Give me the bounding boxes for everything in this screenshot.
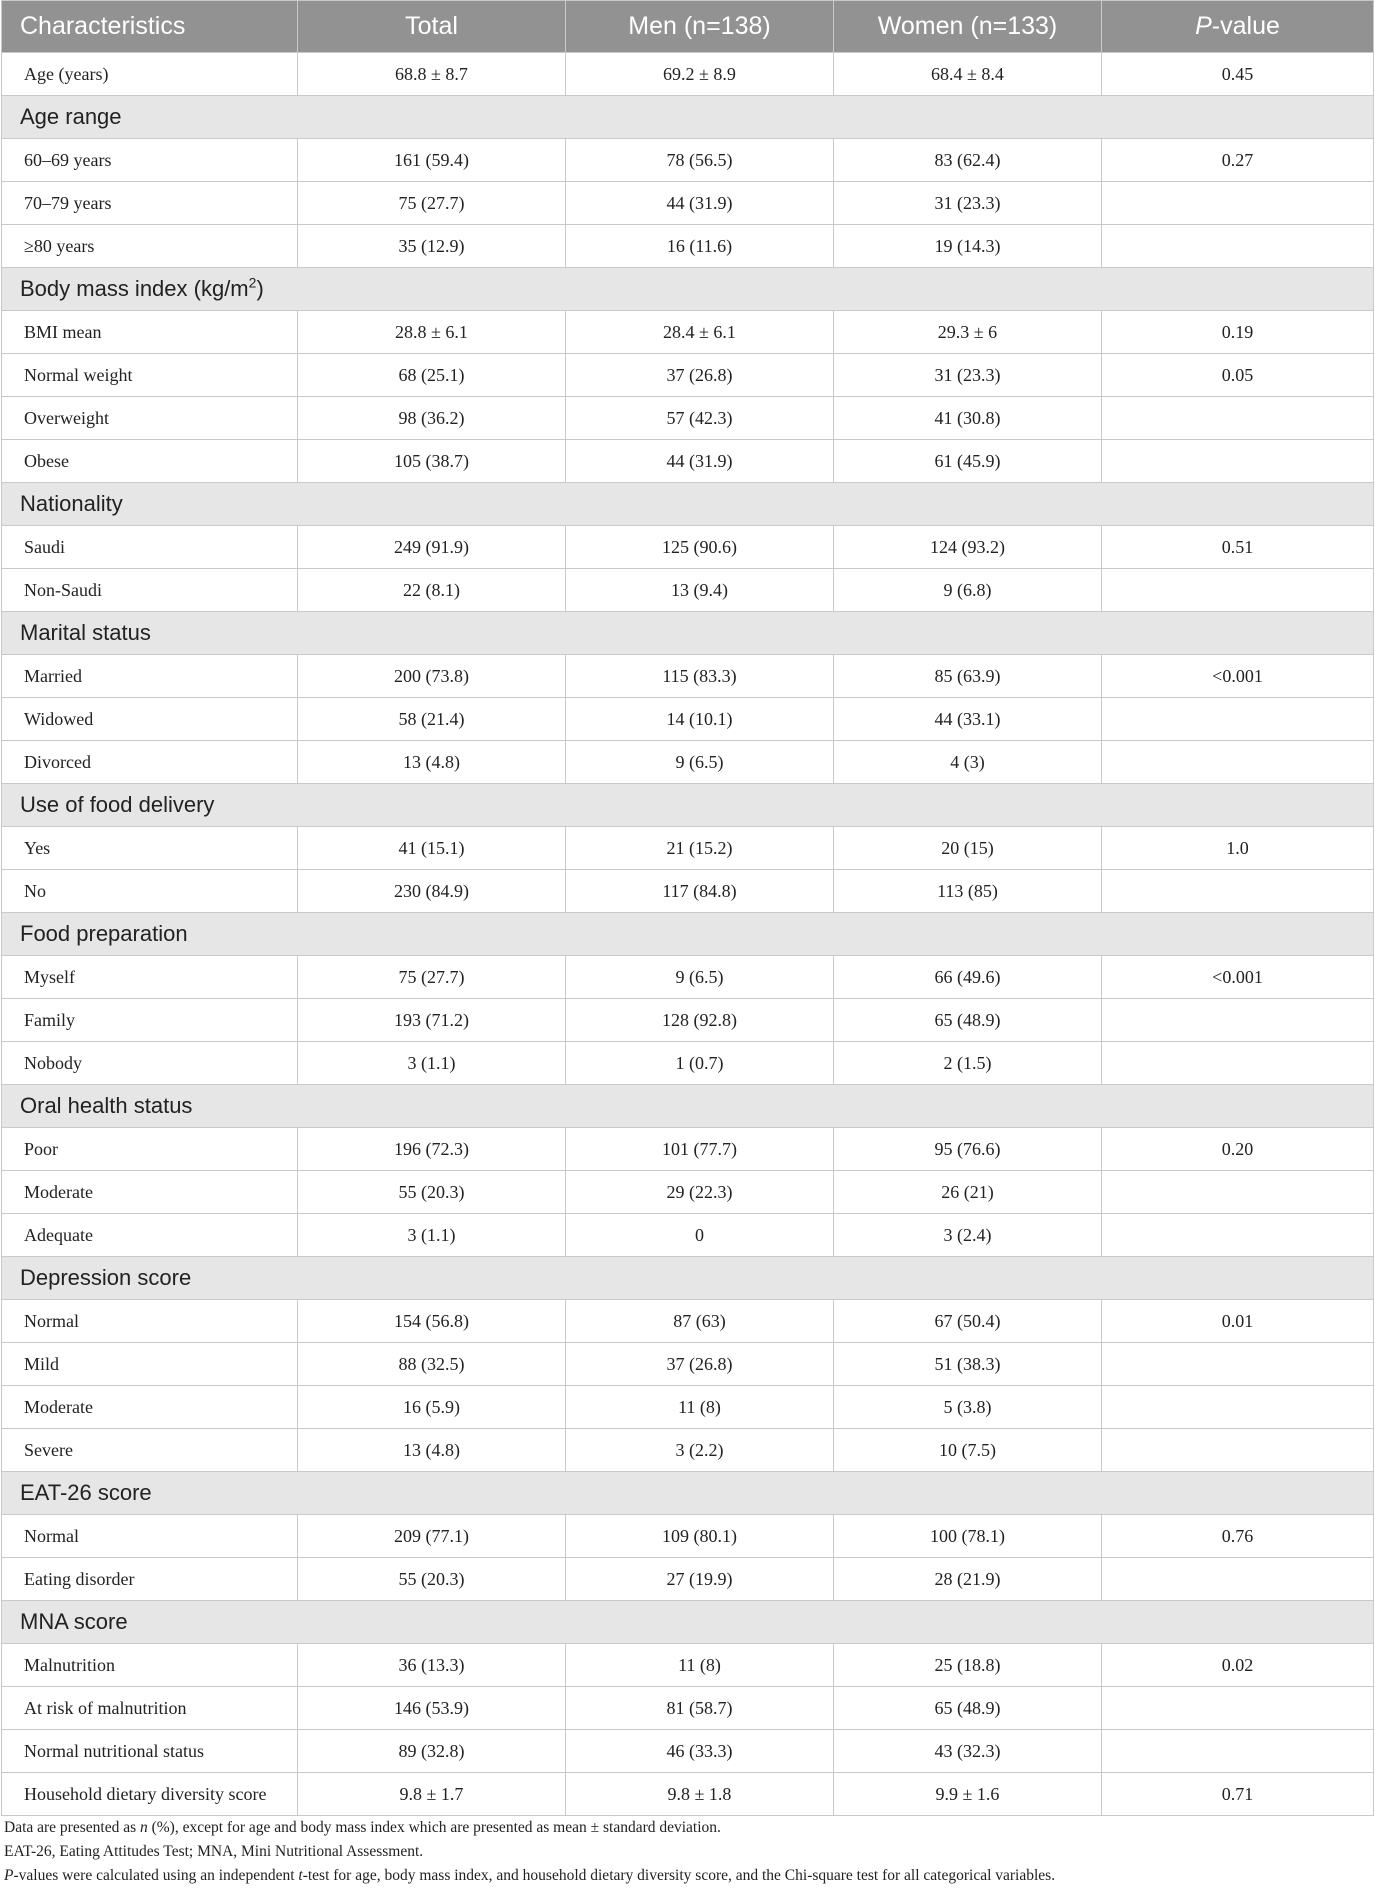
cell-men: 3 (2.2): [566, 1429, 834, 1472]
cell-women: 29.3 ± 6: [834, 311, 1102, 354]
table-row: [2, 1386, 1374, 1429]
cell-men: 37 (26.8): [566, 1343, 834, 1386]
cell-women: 43 (32.3): [834, 1730, 1102, 1773]
cell-women: 65 (48.9): [834, 1687, 1102, 1730]
row-label: Poor: [2, 1128, 298, 1171]
footnote-3-p: P: [4, 1867, 14, 1884]
table-row: [2, 182, 1374, 225]
cell-total: 75 (27.7): [298, 956, 566, 999]
row-label: Divorced: [2, 741, 298, 784]
row-label: Widowed: [2, 698, 298, 741]
cell-men: 9 (6.5): [566, 956, 834, 999]
table-row: [2, 1429, 1374, 1472]
section-header-row: [2, 483, 1374, 526]
table-row: [2, 1644, 1374, 1687]
footnote-2: EAT-26, Eating Attitudes Test; MNA, Mini Nutritional Assessment.: [4, 1843, 424, 1860]
table-row: [2, 440, 1374, 483]
section-title: Oral health status: [2, 1085, 1374, 1128]
row-label: Yes: [2, 827, 298, 870]
section-title: MNA score: [2, 1601, 1374, 1644]
cell-men: 81 (58.7): [566, 1687, 834, 1730]
cell-men: 0: [566, 1214, 834, 1257]
cell-total: 16 (5.9): [298, 1386, 566, 1429]
table-row: [2, 1515, 1374, 1558]
row-label: Eating disorder: [2, 1558, 298, 1601]
section-title: Nationality: [2, 483, 1374, 526]
cell-men: 13 (9.4): [566, 569, 834, 612]
cell-women: 19 (14.3): [834, 225, 1102, 268]
cell-total: 196 (72.3): [298, 1128, 566, 1171]
cell-women: 67 (50.4): [834, 1300, 1102, 1343]
cell-total: 154 (56.8): [298, 1300, 566, 1343]
cell-total: 41 (15.1): [298, 827, 566, 870]
cell-men: 69.2 ± 8.9: [566, 53, 834, 96]
row-label: Overweight: [2, 397, 298, 440]
footnote-1-b: (%), except for age and body mass index which are presented as mean ± standard deviation.: [147, 1819, 721, 1836]
cell-total: 98 (36.2): [298, 397, 566, 440]
section-header-row: [2, 268, 1374, 311]
cell-men: 44 (31.9): [566, 182, 834, 225]
cell-total: 146 (53.9): [298, 1687, 566, 1730]
table-row: [2, 1687, 1374, 1730]
header-women: Women (n=133): [834, 1, 1102, 53]
footnote-3-b: -test for age, body mass index, and household dietary diversity score, and the Chi-square test for all categorical variables.: [302, 1867, 1056, 1884]
cell-men: 78 (56.5): [566, 139, 834, 182]
cell-women: 95 (76.6): [834, 1128, 1102, 1171]
cell-p-value: [1102, 999, 1374, 1042]
row-label: Normal: [2, 1300, 298, 1343]
table-row: [2, 569, 1374, 612]
cell-total: 193 (71.2): [298, 999, 566, 1042]
cell-p-value: 0.19: [1102, 311, 1374, 354]
cell-women: 100 (78.1): [834, 1515, 1102, 1558]
cell-p-value: [1102, 397, 1374, 440]
row-label: Myself: [2, 956, 298, 999]
cell-total: 3 (1.1): [298, 1214, 566, 1257]
table-row: [2, 1214, 1374, 1257]
header-characteristics: Characteristics: [2, 1, 298, 53]
row-label: Family: [2, 999, 298, 1042]
header-total: Total: [298, 1, 566, 53]
cell-women: 31 (23.3): [834, 354, 1102, 397]
cell-total: 55 (20.3): [298, 1171, 566, 1214]
table-row: [2, 1128, 1374, 1171]
cell-total: 36 (13.3): [298, 1644, 566, 1687]
cell-men: 44 (31.9): [566, 440, 834, 483]
cell-total: 22 (8.1): [298, 569, 566, 612]
table-row: [2, 1730, 1374, 1773]
cell-women: 28 (21.9): [834, 1558, 1102, 1601]
cell-total: 68 (25.1): [298, 354, 566, 397]
section-title: Age range: [2, 96, 1374, 139]
cell-men: 87 (63): [566, 1300, 834, 1343]
cell-p-value: [1102, 1042, 1374, 1085]
row-label: Moderate: [2, 1386, 298, 1429]
table-row: [2, 139, 1374, 182]
cell-total: 28.8 ± 6.1: [298, 311, 566, 354]
section-title: Use of food delivery: [2, 784, 1374, 827]
table-row: [2, 1558, 1374, 1601]
cell-total: 89 (32.8): [298, 1730, 566, 1773]
cell-total: 35 (12.9): [298, 225, 566, 268]
cell-total: 58 (21.4): [298, 698, 566, 741]
cell-men: 27 (19.9): [566, 1558, 834, 1601]
cell-p-value: 0.01: [1102, 1300, 1374, 1343]
row-label: 60–69 years: [2, 139, 298, 182]
header-p-value: [1102, 1, 1374, 53]
characteristics-table: [1, 0, 1374, 1816]
bmi-title-sup: 2: [248, 274, 257, 291]
cell-men: 115 (83.3): [566, 655, 834, 698]
cell-p-value: 0.71: [1102, 1773, 1374, 1816]
cell-women: 20 (15): [834, 827, 1102, 870]
row-label: Household dietary diversity score: [2, 1773, 298, 1816]
cell-men: 29 (22.3): [566, 1171, 834, 1214]
cell-p-value: [1102, 1558, 1374, 1601]
cell-total: 13 (4.8): [298, 741, 566, 784]
cell-p-value: 0.20: [1102, 1128, 1374, 1171]
cell-men: 1 (0.7): [566, 1042, 834, 1085]
cell-women: 9.9 ± 1.6: [834, 1773, 1102, 1816]
cell-total: 161 (59.4): [298, 139, 566, 182]
section-title: Food preparation: [2, 913, 1374, 956]
cell-total: 105 (38.7): [298, 440, 566, 483]
table-row: [2, 956, 1374, 999]
cell-men: 37 (26.8): [566, 354, 834, 397]
row-label: Normal: [2, 1515, 298, 1558]
cell-total: 75 (27.7): [298, 182, 566, 225]
row-label: Malnutrition: [2, 1644, 298, 1687]
bmi-title-prefix: Body mass index (kg/m: [20, 276, 249, 301]
cell-total: 9.8 ± 1.7: [298, 1773, 566, 1816]
table-row: [2, 1042, 1374, 1085]
cell-p-value: 0.51: [1102, 526, 1374, 569]
cell-p-value: [1102, 569, 1374, 612]
section-title: [2, 268, 1374, 311]
footnote-3-a: -values were calculated using an independent: [13, 1867, 299, 1884]
cell-women: 51 (38.3): [834, 1343, 1102, 1386]
table-row: [2, 999, 1374, 1042]
cell-men: 9.8 ± 1.8: [566, 1773, 834, 1816]
cell-p-value: [1102, 225, 1374, 268]
cell-p-value: [1102, 182, 1374, 225]
cell-p-value: 1.0: [1102, 827, 1374, 870]
cell-women: 61 (45.9): [834, 440, 1102, 483]
cell-women: 3 (2.4): [834, 1214, 1102, 1257]
table-footnotes: [4, 1816, 1372, 1888]
cell-women: 10 (7.5): [834, 1429, 1102, 1472]
cell-men: 109 (80.1): [566, 1515, 834, 1558]
table-header-row: [2, 1, 1374, 53]
header-p-rest: -value: [1211, 12, 1280, 40]
cell-men: 57 (42.3): [566, 397, 834, 440]
bmi-title-suffix: ): [256, 276, 264, 301]
cell-p-value: [1102, 1730, 1374, 1773]
section-header-row: [2, 913, 1374, 956]
cell-men: 9 (6.5): [566, 741, 834, 784]
cell-total: 209 (77.1): [298, 1515, 566, 1558]
table-row: [2, 1171, 1374, 1214]
cell-p-value: [1102, 1386, 1374, 1429]
table-row: [2, 526, 1374, 569]
row-label: Obese: [2, 440, 298, 483]
table-row: [2, 397, 1374, 440]
table-row: [2, 1300, 1374, 1343]
section-title: Marital status: [2, 612, 1374, 655]
cell-women: 113 (85): [834, 870, 1102, 913]
row-label: BMI mean: [2, 311, 298, 354]
cell-men: 11 (8): [566, 1644, 834, 1687]
table-row: [2, 1773, 1374, 1816]
cell-p-value: 0.76: [1102, 1515, 1374, 1558]
cell-total: 200 (73.8): [298, 655, 566, 698]
cell-p-value: [1102, 1214, 1374, 1257]
cell-p-value: [1102, 1687, 1374, 1730]
cell-men: 128 (92.8): [566, 999, 834, 1042]
table-row: [2, 870, 1374, 913]
row-label: Mild: [2, 1343, 298, 1386]
table-row: [2, 53, 1374, 96]
section-header-row: [2, 1472, 1374, 1515]
footnote-1: [4, 1816, 1372, 1840]
row-label: Age (years): [2, 53, 298, 96]
row-label: 70–79 years: [2, 182, 298, 225]
row-label: Married: [2, 655, 298, 698]
footnote-3-t: t: [298, 1867, 303, 1884]
row-label: Normal weight: [2, 354, 298, 397]
table-row: [2, 354, 1374, 397]
cell-men: 28.4 ± 6.1: [566, 311, 834, 354]
section-header-row: [2, 1601, 1374, 1644]
cell-p-value: 0.05: [1102, 354, 1374, 397]
header-p-italic: P: [1195, 12, 1212, 40]
cell-p-value: [1102, 698, 1374, 741]
section-title: Depression score: [2, 1257, 1374, 1300]
row-label: Nobody: [2, 1042, 298, 1085]
table-row: [2, 655, 1374, 698]
section-header-row: [2, 612, 1374, 655]
cell-men: 101 (77.7): [566, 1128, 834, 1171]
cell-p-value: [1102, 870, 1374, 913]
cell-women: 2 (1.5): [834, 1042, 1102, 1085]
table-row: [2, 698, 1374, 741]
footnote-1-a: Data are presented as: [4, 1819, 140, 1836]
cell-total: 55 (20.3): [298, 1558, 566, 1601]
cell-p-value: 0.45: [1102, 53, 1374, 96]
section-header-row: [2, 784, 1374, 827]
cell-women: 26 (21): [834, 1171, 1102, 1214]
row-label: Severe: [2, 1429, 298, 1472]
table-row: [2, 741, 1374, 784]
cell-men: 21 (15.2): [566, 827, 834, 870]
cell-women: 44 (33.1): [834, 698, 1102, 741]
cell-women: 25 (18.8): [834, 1644, 1102, 1687]
footnote-3: [4, 1864, 1372, 1888]
table-row: [2, 225, 1374, 268]
row-label: Moderate: [2, 1171, 298, 1214]
cell-men: 117 (84.8): [566, 870, 834, 913]
cell-p-value: [1102, 741, 1374, 784]
cell-men: 46 (33.3): [566, 1730, 834, 1773]
cell-p-value: 0.02: [1102, 1644, 1374, 1687]
cell-total: 88 (32.5): [298, 1343, 566, 1386]
table-row: [2, 1343, 1374, 1386]
cell-total: 68.8 ± 8.7: [298, 53, 566, 96]
cell-total: 249 (91.9): [298, 526, 566, 569]
section-header-row: [2, 1085, 1374, 1128]
cell-p-value: <0.001: [1102, 956, 1374, 999]
cell-women: 65 (48.9): [834, 999, 1102, 1042]
cell-p-value: [1102, 1429, 1374, 1472]
cell-p-value: [1102, 1343, 1374, 1386]
cell-p-value: <0.001: [1102, 655, 1374, 698]
cell-men: 125 (90.6): [566, 526, 834, 569]
section-header-row: [2, 96, 1374, 139]
cell-p-value: [1102, 1171, 1374, 1214]
cell-women: 9 (6.8): [834, 569, 1102, 612]
cell-women: 83 (62.4): [834, 139, 1102, 182]
cell-total: 13 (4.8): [298, 1429, 566, 1472]
cell-women: 31 (23.3): [834, 182, 1102, 225]
row-label: ≥80 years: [2, 225, 298, 268]
cell-women: 41 (30.8): [834, 397, 1102, 440]
cell-women: 85 (63.9): [834, 655, 1102, 698]
cell-p-value: [1102, 440, 1374, 483]
cell-men: 11 (8): [566, 1386, 834, 1429]
cell-women: 4 (3): [834, 741, 1102, 784]
footnote-1-n: n: [139, 1819, 148, 1836]
row-label: At risk of malnutrition: [2, 1687, 298, 1730]
row-label: Adequate: [2, 1214, 298, 1257]
section-header-row: [2, 1257, 1374, 1300]
table-row: [2, 827, 1374, 870]
section-title: EAT-26 score: [2, 1472, 1374, 1515]
row-label: Non-Saudi: [2, 569, 298, 612]
row-label: Saudi: [2, 526, 298, 569]
cell-women: 5 (3.8): [834, 1386, 1102, 1429]
table-row: [2, 311, 1374, 354]
cell-men: 14 (10.1): [566, 698, 834, 741]
cell-total: 230 (84.9): [298, 870, 566, 913]
header-men: Men (n=138): [566, 1, 834, 53]
cell-total: 3 (1.1): [298, 1042, 566, 1085]
row-label: No: [2, 870, 298, 913]
cell-men: 16 (11.6): [566, 225, 834, 268]
cell-women: 68.4 ± 8.4: [834, 53, 1102, 96]
row-label: Normal nutritional status: [2, 1730, 298, 1773]
cell-women: 124 (93.2): [834, 526, 1102, 569]
cell-p-value: 0.27: [1102, 139, 1374, 182]
cell-women: 66 (49.6): [834, 956, 1102, 999]
